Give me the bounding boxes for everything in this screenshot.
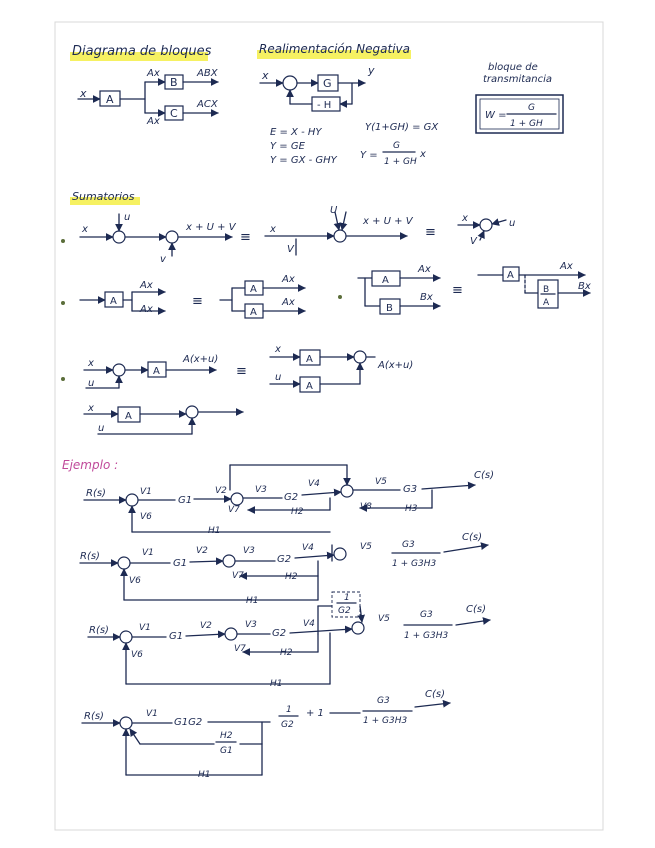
- r1-out: x + U + V: [186, 222, 236, 233]
- transfer-num: G: [528, 103, 535, 113]
- d1-G2: G2: [284, 492, 299, 503]
- r2-frac-num: B: [543, 285, 550, 295]
- d2-sum-1: [118, 557, 130, 569]
- summing-junction: [283, 76, 297, 90]
- d4-Hnum: H2: [220, 731, 233, 741]
- r4-x: x: [88, 403, 94, 414]
- d1-V1: V1: [140, 487, 152, 497]
- d4-sum-1: [120, 717, 132, 729]
- r2-A3: A: [250, 307, 257, 318]
- r2-Ax2: Ax: [140, 304, 153, 315]
- r3-A3: A: [306, 381, 313, 392]
- d1-sum-3: [341, 485, 353, 497]
- d2-C: C(s): [462, 532, 482, 543]
- label-G: G: [323, 77, 332, 90]
- r2-Ax1: Ax: [140, 280, 153, 291]
- r1-x2: x: [270, 224, 276, 235]
- r3-x2: x: [275, 344, 281, 355]
- r3-out: A(x+u): [183, 354, 219, 365]
- d4-f1den: G2: [281, 720, 294, 730]
- d2-V3: V3: [243, 546, 255, 556]
- d3-den: 1 + G3H3: [404, 631, 449, 641]
- eq-line-5-lhs: Y =: [360, 150, 378, 161]
- d3-V2: V2: [200, 621, 212, 631]
- label-ACX: ACX: [197, 99, 218, 110]
- r2-B: B: [386, 303, 393, 314]
- d2-sum-2: [223, 555, 235, 567]
- transfer-den: 1 + GH: [510, 119, 543, 129]
- r2-A: A: [110, 296, 117, 307]
- d1-H1: H1: [208, 526, 221, 536]
- d1-C: C(s): [474, 470, 494, 481]
- d3-sum-1: [120, 631, 132, 643]
- r1-x: x: [82, 224, 88, 235]
- d3-V3: V3: [245, 620, 257, 630]
- r2-equiv: ≡: [192, 294, 203, 309]
- transfer-w: W =: [485, 110, 507, 121]
- r3-u: u: [88, 378, 95, 389]
- title-summing: Sumatorios: [72, 190, 135, 203]
- d3-num: G3: [420, 610, 433, 620]
- d4-num: G3: [377, 696, 390, 706]
- d3-G2: G2: [272, 628, 287, 639]
- d3-R: R(s): [89, 625, 109, 636]
- eq-line-5-den: 1 + GH: [384, 157, 417, 167]
- d3-fden: G2: [338, 606, 351, 616]
- d4-H1: H1: [198, 770, 211, 780]
- d2-G2: G2: [277, 554, 292, 565]
- d4-G1G2: G1G2: [174, 717, 203, 728]
- d1-V7: V7: [228, 505, 240, 515]
- r2-Ax3: Ax: [282, 274, 295, 285]
- label-Ax-bottom: Ax: [147, 116, 160, 127]
- r2-Bx: Bx: [420, 292, 433, 303]
- r1-equiv-2: ≡: [425, 225, 436, 240]
- eq-line-5-num: G: [393, 141, 400, 151]
- sheet-border: [55, 22, 603, 830]
- r2-A4: A: [382, 275, 389, 286]
- d1-sum-1: [126, 494, 138, 506]
- d1-R: R(s): [86, 488, 106, 499]
- d1-G3: G3: [403, 484, 418, 495]
- d2-den: 1 + G3H3: [392, 559, 437, 569]
- label-x: x: [80, 87, 87, 100]
- r1-sum-3: [334, 230, 346, 242]
- d2-sum-3: [334, 548, 346, 560]
- eq-line-1: E = X - HY: [270, 127, 322, 138]
- r1-out2: x + U + V: [363, 216, 413, 227]
- d3-V5: V5: [378, 614, 390, 624]
- r1-v: v: [160, 254, 166, 265]
- d3-C: C(s): [466, 604, 486, 615]
- d3-H2: H2: [280, 648, 293, 658]
- d1-H2: H2: [291, 507, 304, 517]
- r3-sum-2: [354, 351, 366, 363]
- d3-V4: V4: [303, 619, 315, 629]
- d2-num: G3: [402, 540, 415, 550]
- d3-V7: V7: [234, 644, 246, 654]
- d1-V3: V3: [255, 485, 267, 495]
- r1-v2: V: [287, 244, 294, 255]
- r1-u2: U: [330, 205, 338, 216]
- r1-u: u: [124, 212, 131, 223]
- label-x: x: [262, 69, 269, 82]
- r2-Ax6: Ax: [560, 261, 573, 272]
- r3-equiv: ≡: [236, 364, 247, 379]
- d4-den: 1 + G3H3: [363, 716, 408, 726]
- r1-v3: V: [470, 236, 477, 247]
- d4-C: C(s): [425, 689, 445, 700]
- d4-R: R(s): [84, 711, 104, 722]
- r1-sum-1: [113, 231, 125, 243]
- r3-A2: A: [306, 354, 313, 365]
- d3-V6: V6: [131, 650, 143, 660]
- eq-line-2: Y = GE: [270, 141, 305, 152]
- d4-Hden: G1: [220, 746, 233, 756]
- d3-G1: G1: [169, 631, 184, 642]
- r2-Ax5: Ax: [418, 264, 431, 275]
- d2-V5: V5: [360, 542, 372, 552]
- d4-f1num: 1: [286, 705, 292, 715]
- d4-plus1: + 1: [306, 708, 324, 719]
- d1-H3: H3: [405, 504, 418, 514]
- d2-V7: V7: [232, 571, 244, 581]
- label-y: y: [368, 64, 375, 77]
- r2-equiv-2: ≡: [452, 283, 463, 298]
- label-Ax-top: Ax: [147, 68, 160, 79]
- r1-x3: x: [462, 213, 468, 224]
- d2-R: R(s): [80, 551, 100, 562]
- r2-Ax4: Ax: [282, 297, 295, 308]
- transfer-title-1: bloque de: [488, 62, 538, 73]
- transfer-title-2: transmitancia: [483, 74, 553, 85]
- title-example: Ejemplo :: [62, 458, 119, 472]
- d3-fnum: 1: [344, 593, 350, 603]
- d1-V6: V6: [140, 512, 152, 522]
- title-feedback: Realimentación Negativa: [259, 42, 410, 56]
- d1-V4: V4: [308, 479, 320, 489]
- d1-V5: V5: [375, 477, 387, 487]
- r2-frac-den: A: [543, 298, 550, 308]
- r4-sum: [186, 406, 198, 418]
- d3-H1: H1: [270, 679, 283, 689]
- d2-H2: H2: [285, 572, 298, 582]
- d2-H1: H1: [246, 596, 259, 606]
- eq-line-3: Y = GX - GHY: [270, 155, 337, 166]
- r1-sum-2: [166, 231, 178, 243]
- d1-V8: V8: [360, 502, 372, 512]
- eq-line-5-rhs: x: [420, 149, 426, 160]
- r2-Bx2: Bx: [578, 281, 591, 292]
- d2-G1: G1: [173, 558, 188, 569]
- label-ABX: ABX: [197, 68, 218, 79]
- r1-equiv: ≡: [240, 230, 251, 245]
- r2-A5: A: [507, 270, 514, 281]
- r3-out2: A(x+u): [378, 360, 414, 371]
- d1-V2: V2: [215, 486, 227, 496]
- r3-x: x: [88, 358, 94, 369]
- r1-u3: u: [509, 218, 516, 229]
- d2-V1: V1: [142, 548, 154, 558]
- d2-V6: V6: [129, 576, 141, 586]
- r2-A2: A: [250, 284, 257, 295]
- d2-V4: V4: [302, 543, 314, 553]
- d3-sum-2: [225, 628, 237, 640]
- d1-G1: G1: [178, 495, 193, 506]
- d4-V1: V1: [146, 709, 158, 719]
- d3-sum-3: [352, 622, 364, 634]
- label-C: C: [170, 107, 178, 120]
- label-A: A: [106, 93, 114, 106]
- d3-V1: V1: [139, 623, 151, 633]
- d2-V2: V2: [196, 546, 208, 556]
- r1-sum-4: [480, 219, 492, 231]
- d1-sum-2: [231, 493, 243, 505]
- r4-A: A: [125, 411, 132, 422]
- r3-sum: [113, 364, 125, 376]
- r4-u: u: [98, 423, 105, 434]
- title-diagram: Diagrama de bloques: [72, 44, 212, 59]
- label-H: - H: [317, 100, 332, 111]
- r3-u2: u: [275, 372, 282, 383]
- label-B: B: [170, 76, 178, 89]
- eq-line-4: Y(1+GH) = GX: [365, 122, 439, 133]
- r3-A: A: [153, 366, 160, 377]
